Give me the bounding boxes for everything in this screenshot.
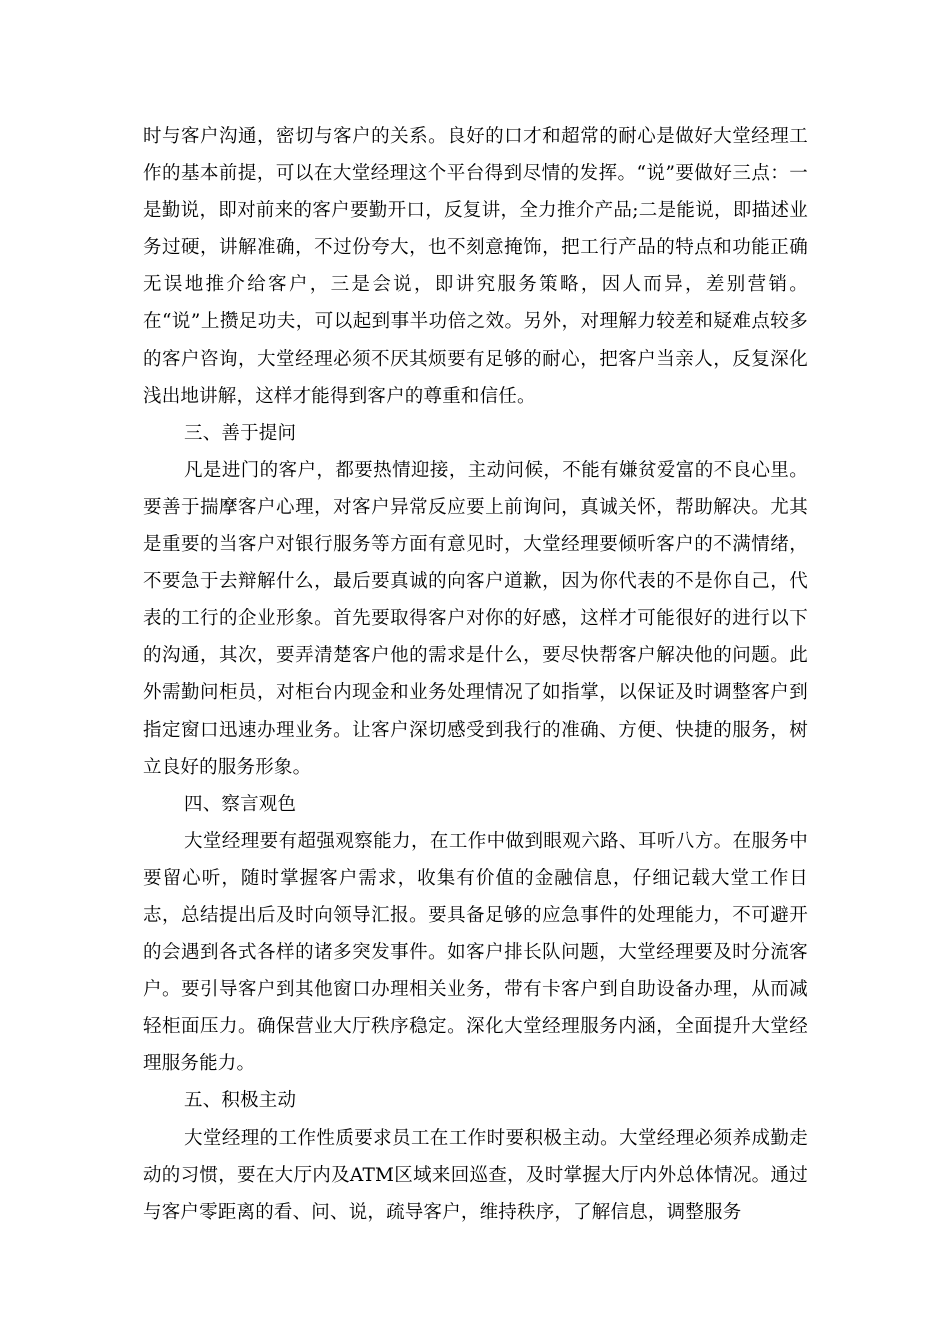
paragraph-section-3: 凡是进门的客户，都要热情迎接，主动问候，不能有嫌贫爱富的不良心里。要善于揣摩客户心理，对客户异常反应要上前询问，真诚关怀，帮助解决。尤其是重要的当客户对银行服务等方面有意见时，大堂经理要倾听客户的不满情绪，不要急于去辩解什么，最后要真诚的向客户道歉，因为你代表的不是你自己，代表的工行的企业形象。首先要取得客户对你的好感，这样才可能很好的进行以下的沟通，其次，要弄清楚客户他的需求是什么，要尽快帮客户解决他的问题。此外需勤问柜员，对柜台内现金和业务处理情况了如指掌，以保证及时调整客户到指定窗口迅速办理业务。让客户深切感受到我行的准确、方便、快捷的服务，树立良好的服务形象。 <box>143 459 808 778</box>
paragraph-section-5: 大堂经理的工作性质要求员工在工作时要积极主动。大堂经理必须养成勤走动的习惯，要在大厅内及ATM区域来回巡查，及时掌握大厅内外总体情况。通过与客户零距离的看、问、说，疏导客户，维持秩序，了解信息，调整服务 <box>143 1127 808 1223</box>
paragraph-section-4: 大堂经理要有超强观察能力，在工作中做到眼观六路、耳听八方。在服务中要留心听，随时掌握客户需求，收集有价值的金融信息，仔细记载大堂工作日志，总结提出后及时向领导汇报。要具备足够的应急事件的处理能力，不可避开的会遇到各式各样的诸多突发事件。如客户排长队问题，大堂经理要及时分流客户。要引导客户到其他窗口办理相关业务，带有卡客户到自助设备办理，从而减轻柜面压力。确保营业大厅秩序稳定。深化大堂经理服务内涵，全面提升大堂经理服务能力。 <box>143 830 808 1075</box>
section-heading-5: 五、积极主动 <box>184 1090 297 1112</box>
document-body <box>143 118 808 1231</box>
paragraph-continued: 时与客户沟通，密切与客户的关系。良好的口才和超常的耐心是做好大堂经理工作的基本前提，可以在大堂经理这个平台得到尽情的发挥。“说”要做好三点：一是勤说，即对前来的客户要勤开口，反复讲，全力推介产品;二是能说，即描述业务过硬，讲解准确，不过份夸大，也不刻意掩饰，把工行产品的特点和功能正确无误地推介给客户，三是会说，即讲究服务策略，因人而异，差别营销。在“说”上攒足功夫，可以起到事半功倍之效。另外，对理解力较差和疑难点较多的客户咨询，大堂经理必须不厌其烦要有足够的耐心，把客户当亲人，反复深化浅出地讲解，这样才能得到客户的尊重和信任。 <box>143 126 808 407</box>
section-heading-3: 三、善于提问 <box>184 422 297 444</box>
section-heading-4: 四、察言观色 <box>184 793 297 815</box>
